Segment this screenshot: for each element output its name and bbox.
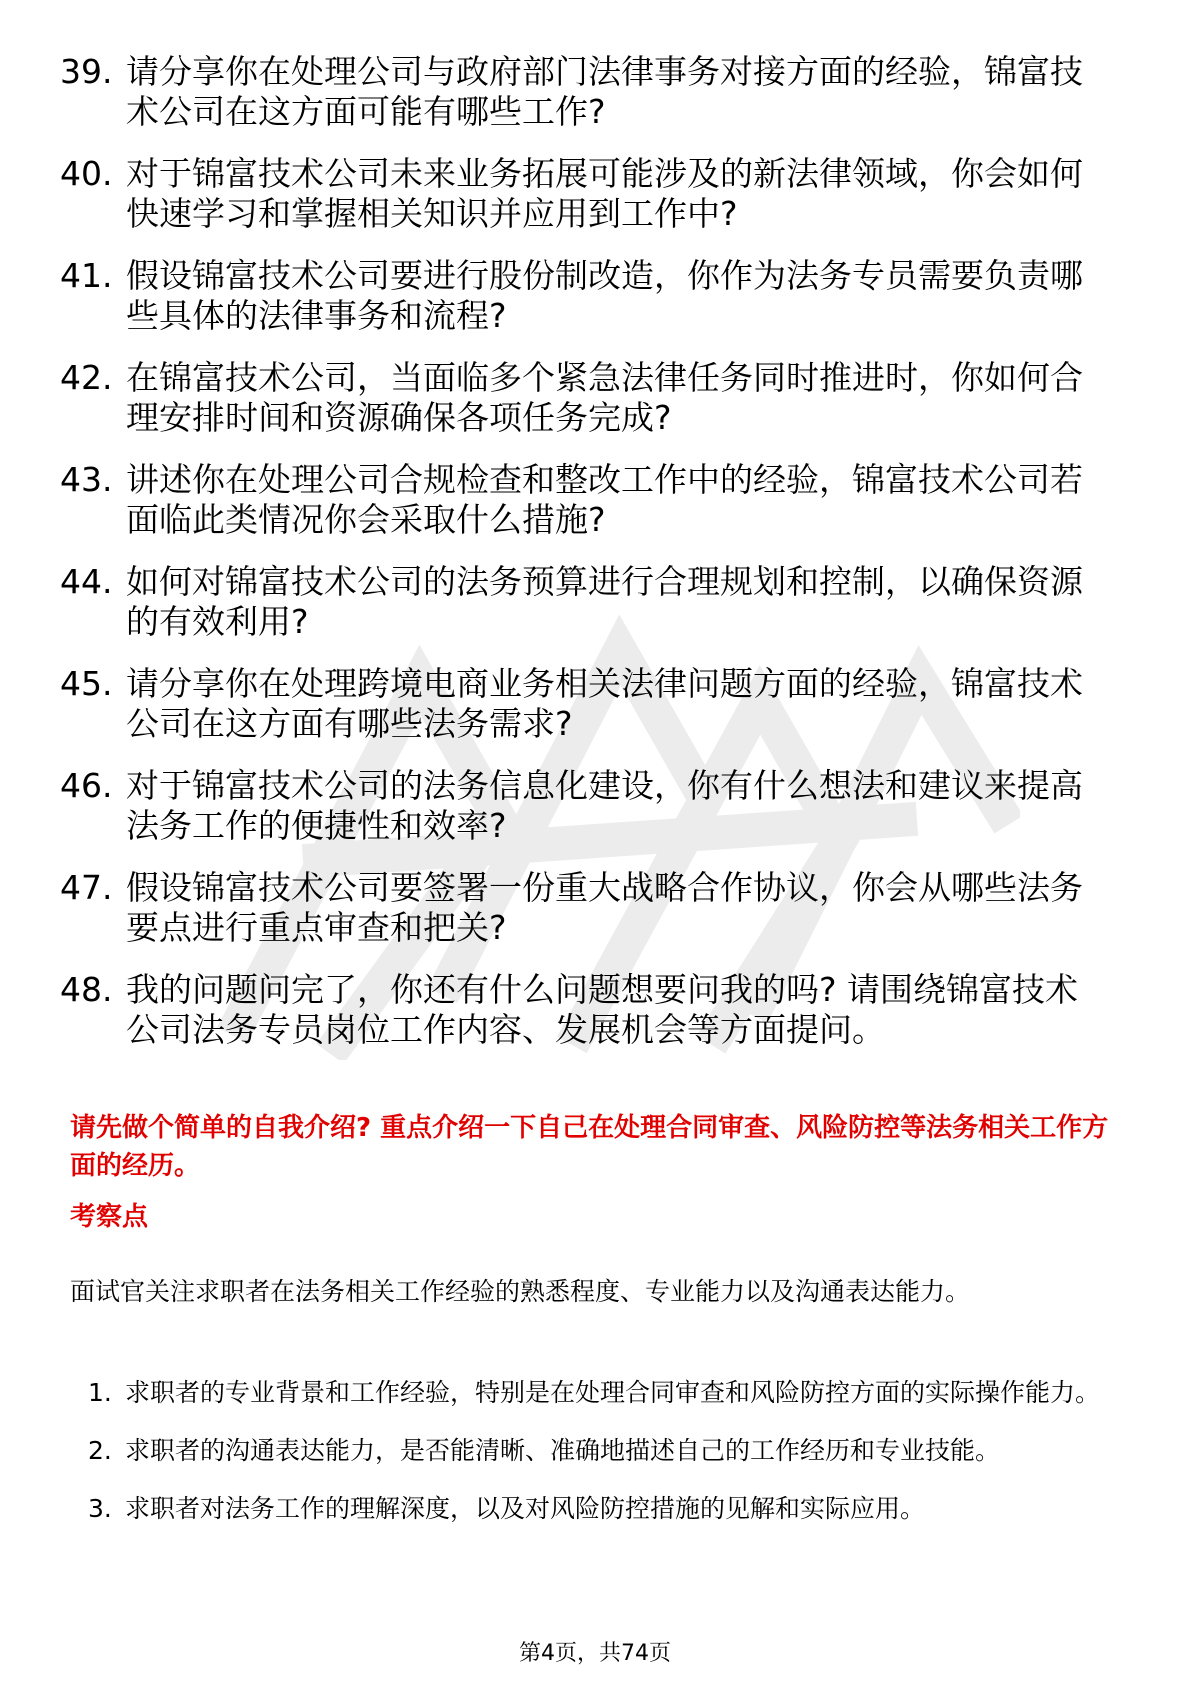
- question-text: 在锦富技术公司，当面临多个紧急法律任务同时推进时，你如何合理安排时间和资源确保各项任务完成?: [126, 358, 1083, 437]
- question-text: 如何对锦富技术公司的法务预算进行合理规划和控制，以确保资源的有效利用?: [126, 562, 1083, 641]
- point-number: 2.: [88, 1436, 112, 1465]
- question-number: 46.: [60, 766, 113, 805]
- assessment-point: [70, 1480, 1120, 1538]
- page-footer: 第4页，共74页: [519, 1641, 671, 1666]
- question-text: 假设锦富技术公司要签署一份重大战略合作协议，你会从哪些法务要点进行重点审查和把关?: [126, 868, 1083, 947]
- section-heading: 考察点: [70, 1202, 149, 1232]
- question-text: 假设锦富技术公司要进行股份制改造，你作为法务专员需要负责哪些具体的法律事务和流程?: [126, 256, 1083, 335]
- question-text: 对于锦富技术公司的法务信息化建设，你有什么想法和建议来提高法务工作的便捷性和效率?: [126, 766, 1083, 845]
- assessment-point-list: [70, 1364, 1120, 1538]
- highlighted-question: 请先做个简单的自我介绍? 重点介绍一下自己在处理合同审查、风险防控等法务相关工作方面的经历。: [70, 1113, 1109, 1181]
- question-item: [60, 664, 1110, 744]
- question-item: [60, 970, 1110, 1050]
- point-number: 1.: [88, 1378, 112, 1407]
- point-text: 求职者对法务工作的理解深度，以及对风险防控措施的见解和实际应用。: [125, 1494, 926, 1523]
- question-number: 44.: [60, 562, 113, 601]
- question-item: [60, 766, 1110, 846]
- question-number: 47.: [60, 868, 113, 907]
- assessment-point: [70, 1422, 1120, 1480]
- question-item: [60, 460, 1110, 540]
- question-number: 40.: [60, 154, 113, 193]
- question-item: [60, 358, 1110, 438]
- question-number: 43.: [60, 460, 113, 499]
- question-item: [60, 868, 1110, 948]
- question-text: 我的问题问完了，你还有什么问题想要问我的吗? 请围绕锦富技术公司法务专员岗位工作内容、发展机会等方面提问。: [126, 970, 1079, 1049]
- question-number: 39.: [60, 52, 113, 91]
- question-text: 请分享你在处理公司与政府部门法律事务对接方面的经验，锦富技术公司在这方面可能有哪些工作?: [126, 52, 1083, 131]
- question-number: 45.: [60, 664, 113, 703]
- question-text: 讲述你在处理公司合规检查和整改工作中的经验，锦富技术公司若面临此类情况你会采取什么措施?: [126, 460, 1083, 539]
- question-item: [60, 52, 1110, 132]
- assessment-point: [70, 1364, 1120, 1422]
- question-item: [60, 154, 1110, 234]
- question-item: [60, 256, 1110, 336]
- question-text: 请分享你在处理跨境电商业务相关法律问题方面的经验，锦富技术公司在这方面有哪些法务需求?: [126, 664, 1083, 743]
- question-number: 42.: [60, 358, 113, 397]
- point-text: 求职者的沟通表达能力，是否能清晰、准确地描述自己的工作经历和专业技能。: [125, 1436, 1001, 1465]
- point-text: 求职者的专业背景和工作经验，特别是在处理合同审查和风险防控方面的实际操作能力。: [125, 1378, 1101, 1407]
- point-number: 3.: [88, 1494, 112, 1523]
- question-number: 48.: [60, 970, 113, 1009]
- question-item: [60, 562, 1110, 642]
- question-number: 41.: [60, 256, 113, 295]
- question-text: 对于锦富技术公司未来业务拓展可能涉及的新法律领域，你会如何快速学习和掌握相关知识并应用到工作中?: [126, 154, 1083, 233]
- intro-paragraph: 面试官关注求职者在法务相关工作经验的熟悉程度、专业能力以及沟通表达能力。: [70, 1277, 971, 1306]
- question-list: [60, 52, 1110, 1072]
